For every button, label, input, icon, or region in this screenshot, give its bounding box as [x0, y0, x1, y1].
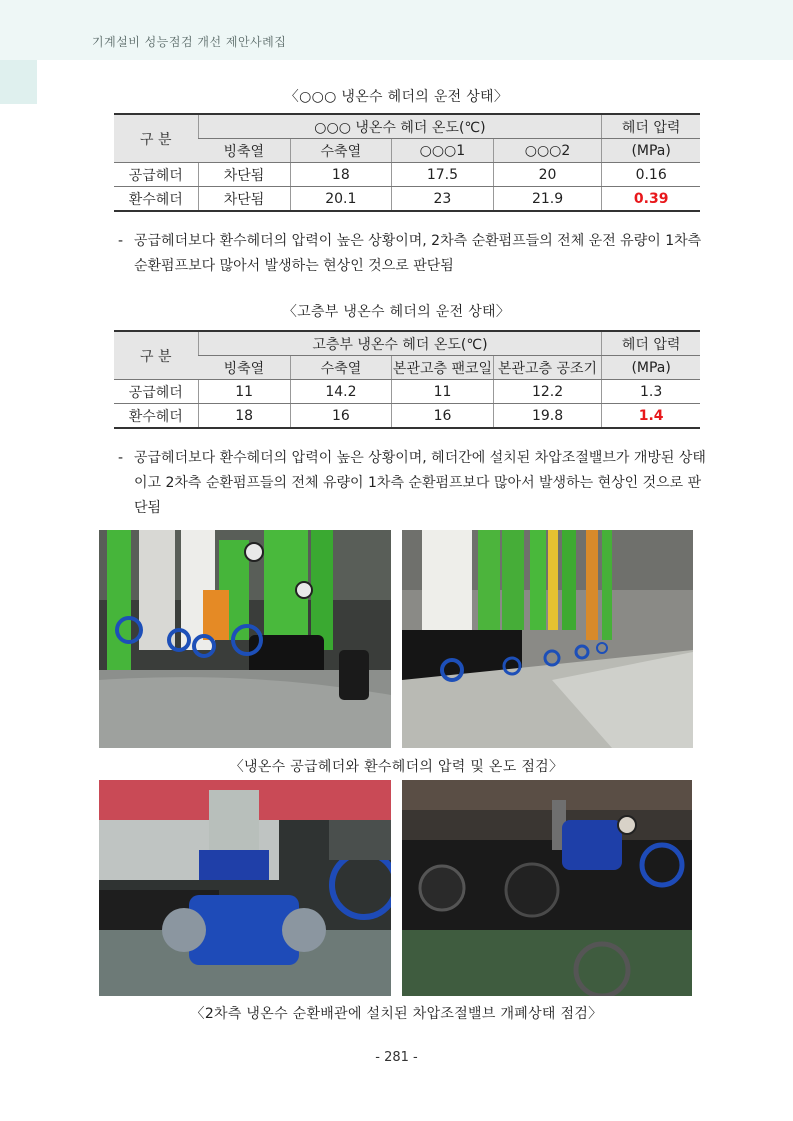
table-cell: 20	[493, 163, 602, 187]
header-band	[0, 0, 793, 60]
table-cell: 11	[392, 380, 494, 404]
table-row	[114, 404, 700, 429]
table-cell: 차단됨	[198, 163, 290, 187]
table1-subheader: 수축열	[290, 139, 392, 163]
table-row	[114, 163, 700, 187]
photo-supply-header	[99, 530, 391, 748]
bullet-dash: -	[118, 233, 124, 249]
table2-caption: 〈고층부 냉온수 헤더의 운전 상태〉	[282, 304, 511, 320]
table2-pressure-header: 헤더 압력	[602, 331, 700, 356]
page-number: - 281 -	[375, 1050, 418, 1065]
row-label: 환수헤더	[114, 187, 198, 212]
table-cell: 21.9	[493, 187, 602, 212]
row-label: 공급헤더	[114, 380, 198, 404]
table1-pressure-unit: (MPa)	[602, 139, 700, 163]
table-row	[114, 187, 700, 212]
table-cell: 차단됨	[198, 187, 290, 212]
table1-subheader: 빙축열	[198, 139, 290, 163]
photo-valve-pipe	[402, 780, 692, 996]
table1-subheader: ○○○2	[493, 139, 602, 163]
table1-group-label: 구 분	[114, 114, 198, 163]
row-label: 공급헤더	[114, 163, 198, 187]
table1	[114, 113, 700, 212]
table2-group-label: 구 분	[114, 331, 198, 380]
note2	[118, 446, 708, 521]
bullet-dash: -	[118, 450, 124, 466]
table2-subheader: 빙축열	[198, 356, 290, 380]
table-cell: 16	[290, 404, 392, 429]
table-cell: 18	[198, 404, 290, 429]
pressure-cell-highlight: 0.39	[602, 187, 700, 212]
pressure-cell: 0.16	[602, 163, 700, 187]
table-cell: 17.5	[392, 163, 494, 187]
photo-caption-1: 〈냉온수 공급헤더와 환수헤더의 압력 및 온도 점검〉	[229, 759, 564, 775]
table1-subheader: ○○○1	[392, 139, 494, 163]
pressure-cell: 1.3	[602, 380, 700, 404]
note2-text: 공급헤더보다 환수헤더의 압력이 높은 상황이며, 헤더간에 설치된 차압조절밸브가 개방된 상태이고 2차측 순환펌프들의 전체 유량이 1차측 순환펌프보다 많아서 발생하는 현상인 것으로 판단됨	[134, 450, 706, 516]
table2-subheader: 본관고층 공조기	[493, 356, 602, 380]
photo-caption-2: 〈2차측 냉온수 순환배관에 설치된 차압조절밸브 개폐상태 점검〉	[190, 1006, 603, 1022]
table2	[114, 330, 700, 429]
table1-caption: 〈○○○ 냉온수 헤더의 운전 상태〉	[284, 89, 509, 105]
running-header: 기계설비 성능점검 개선 제안사례집	[92, 35, 287, 49]
table2-subheader: 수축열	[290, 356, 392, 380]
table-cell: 14.2	[290, 380, 392, 404]
note1	[118, 229, 708, 279]
table2-pressure-unit: (MPa)	[602, 356, 700, 380]
table-row	[114, 380, 700, 404]
table-cell: 19.8	[493, 404, 602, 429]
photo-header-corridor	[402, 530, 693, 748]
table1-pressure-header: 헤더 압력	[602, 114, 700, 139]
table1-temp-header: ○○○ 냉온수 헤더 온도(℃)	[198, 114, 602, 139]
table-cell: 18	[290, 163, 392, 187]
note1-text: 공급헤더보다 환수헤더의 압력이 높은 상황이며, 2차측 순환펌프들의 전체 운전 유량이 1차측 순환펌프보다 많아서 발생하는 현상인 것으로 판단됨	[134, 233, 702, 274]
table2-temp-header: 고층부 냉온수 헤더 온도(℃)	[198, 331, 602, 356]
table2-subheader: 본관고층 팬코일	[392, 356, 494, 380]
table-cell: 16	[392, 404, 494, 429]
row-label: 환수헤더	[114, 404, 198, 429]
table-cell: 12.2	[493, 380, 602, 404]
table-cell: 11	[198, 380, 290, 404]
pressure-cell-highlight: 1.4	[602, 404, 700, 429]
table-cell: 20.1	[290, 187, 392, 212]
photo-control-valve	[99, 780, 391, 996]
table-cell: 23	[392, 187, 494, 212]
